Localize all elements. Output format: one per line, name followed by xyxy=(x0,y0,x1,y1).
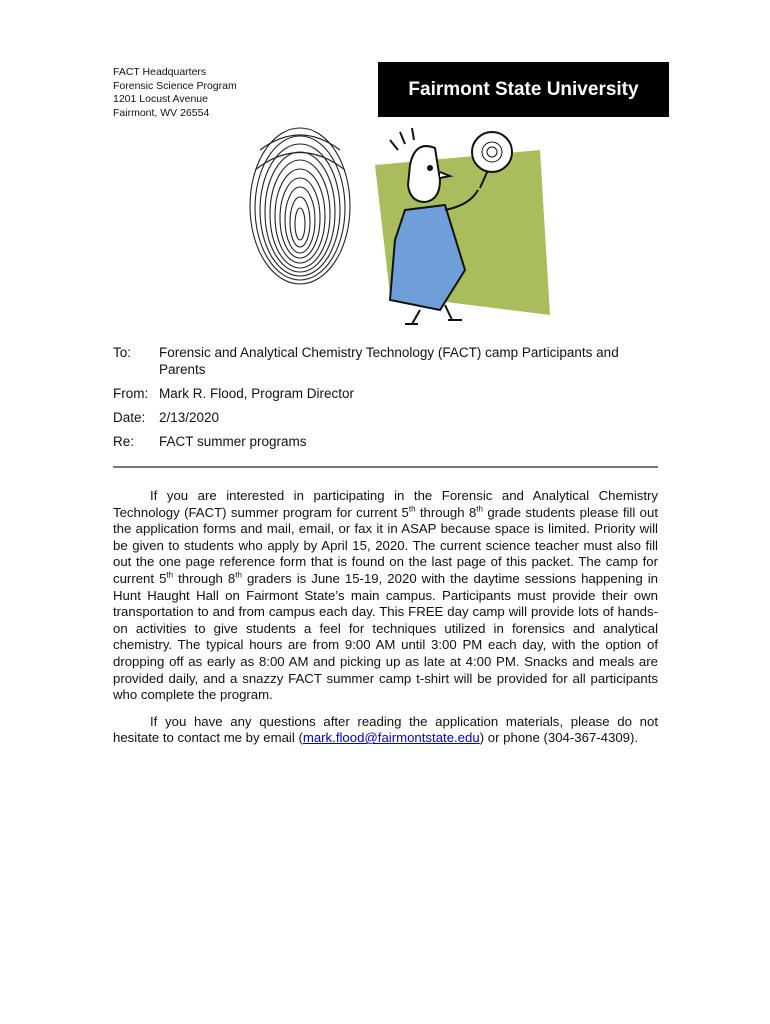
memo-re-row xyxy=(113,433,658,450)
address-line: Forensic Science Program xyxy=(113,79,237,92)
body-text: through 8 xyxy=(415,504,477,520)
memo-label: From: xyxy=(113,386,149,401)
superscript: th xyxy=(166,570,174,580)
memo-label: Date: xyxy=(113,410,146,425)
body-paragraph xyxy=(113,488,658,704)
address-line: 1201 Locust Avenue xyxy=(113,93,208,105)
memo-header xyxy=(113,344,658,457)
letter-body xyxy=(113,488,658,757)
superscript: th xyxy=(476,504,483,514)
memo-label: To: xyxy=(113,345,132,360)
body-text: through 8 xyxy=(173,570,236,586)
address-line: Fairmont, WV 26554 xyxy=(113,106,210,119)
email-link[interactable]: mark.flood@fairmontstate.edu xyxy=(302,730,480,746)
forensic-clipart xyxy=(240,110,560,332)
body-text: graders is June 15-19, 2020 with the daytime sessions happening in Hunt Haught Hall on Fairmont State’s main campus. Participants must provide their own transportation to and from campus each day. This FREE day camp will provide lots of hands-on activities to give students a feel for techniques utilized in forensics and analytical chemistry. The typical hours are from 9:00 AM until 3:00 PM each day, with the option of dropping off as early as 8:00 AM and picking up as late at 4:00 PM. Snacks and meals are provided daily, and a snazzy FACT summer camp t-shirt will be provided for all participants who complete the program. xyxy=(113,570,658,703)
body-text: ) or phone (304-367-4309). xyxy=(479,730,639,746)
surprise-marks-icon xyxy=(390,128,414,150)
letterhead-address xyxy=(113,66,237,120)
memo-date-row xyxy=(113,409,658,426)
memo-value: Forensic and Analytical Chemistry Technology (FACT) camp Participants and Parents xyxy=(159,345,619,377)
fingerprint-icon xyxy=(250,128,350,284)
body-text: If you are interested in participating in the Forensic and Analytical Chemistry Technology (FACT) summer program for current 5 xyxy=(113,488,658,520)
memo-divider xyxy=(113,466,658,468)
memo-value: 2/13/2020 xyxy=(159,410,220,425)
body-text: If you have any questions after reading the application materials, please do not hesitate to contact me by email ( xyxy=(113,713,658,746)
superscript: th xyxy=(235,570,242,580)
university-banner: Fairmont State University xyxy=(378,62,669,117)
address-line: FACT Headquarters xyxy=(113,66,207,78)
memo-from-row xyxy=(113,385,658,402)
memo-value: FACT summer programs xyxy=(159,434,307,449)
body-text: grade students please fill out the application forms and mail, email, or fax it in ASAP because space is limited. Priority will be given to students who apply by April 15, 2020. The current science teacher must also fill out the one page reference form that is found on the last page of this packet. The camp for current 5 xyxy=(113,504,658,586)
memo-to-row xyxy=(113,344,658,378)
memo-value: Mark R. Flood, Program Director xyxy=(159,386,355,401)
memo-label: Re: xyxy=(113,434,135,449)
body-paragraph xyxy=(113,714,658,747)
superscript: th xyxy=(408,504,416,514)
